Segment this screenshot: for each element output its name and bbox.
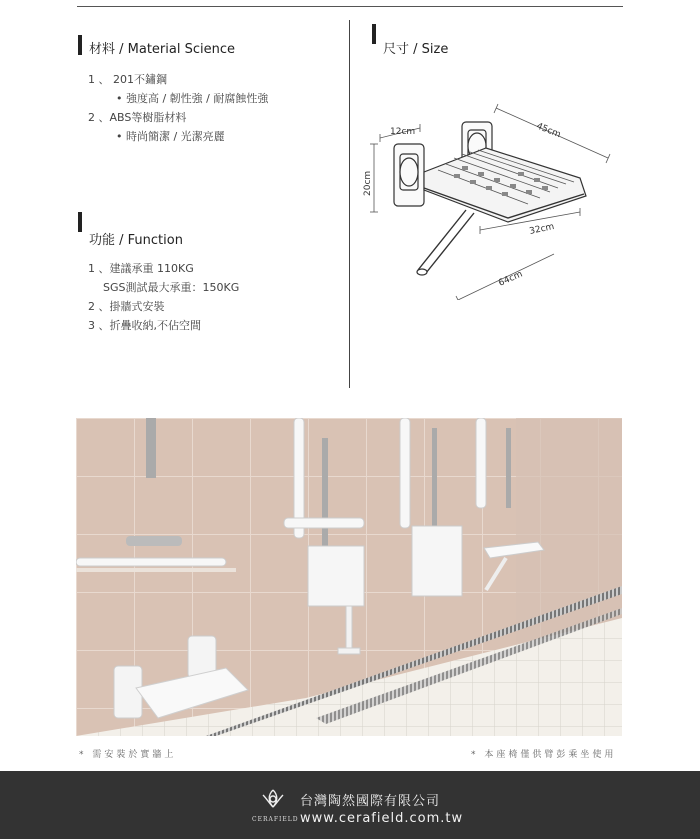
dim-length-label: 64cm	[497, 269, 525, 289]
company-name: 台灣陶然國際有限公司	[300, 794, 441, 809]
dim-height-label: 20cm	[363, 170, 373, 196]
material-item-1: 1 、 201不鏽鋼	[88, 73, 167, 86]
function-item-3: 3 、折疊收納,不佔空間	[88, 319, 201, 332]
material-item-2: 2 、ABS等樹脂材料	[88, 111, 187, 124]
size-dimension-diagram	[358, 100, 620, 300]
company-url[interactable]: www.cerafield.com.tw	[300, 811, 464, 826]
column-divider	[349, 20, 350, 388]
top-divider	[77, 6, 623, 7]
function-item-1-detail: SGS測試最大承重：150KG	[103, 281, 240, 294]
material-item-1-detail: • 強度高 / 韌性強 / 耐腐蝕性強	[116, 92, 269, 105]
material-item-2-detail: • 時尚簡潔 / 光潔亮麗	[116, 130, 225, 143]
size-title: 尺寸 / Size	[383, 42, 449, 57]
size-section-bar	[372, 24, 376, 44]
caption-left: * 需安裝於實牆上	[79, 750, 177, 760]
bathroom-photo	[76, 418, 622, 736]
function-item-2: 2 、掛牆式安裝	[88, 300, 165, 313]
footer	[0, 771, 700, 839]
material-section-bar	[78, 35, 82, 55]
function-title: 功能 / Function	[89, 233, 183, 248]
brand-wordmark: CERAFIELD	[252, 816, 299, 823]
dim-legspan-label: 32cm	[528, 221, 556, 237]
function-item-1: 1 、建議承重 110KG	[88, 262, 194, 275]
function-section-bar	[78, 212, 82, 232]
dim-width-label: 45cm	[534, 121, 562, 141]
dim-depth-label: 12cm	[390, 127, 416, 137]
cerafield-logo-icon	[258, 787, 288, 813]
caption-right: * 本座椅僅供臂彭乘坐使用	[471, 750, 617, 760]
material-title: 材料 / Material Science	[89, 42, 235, 57]
